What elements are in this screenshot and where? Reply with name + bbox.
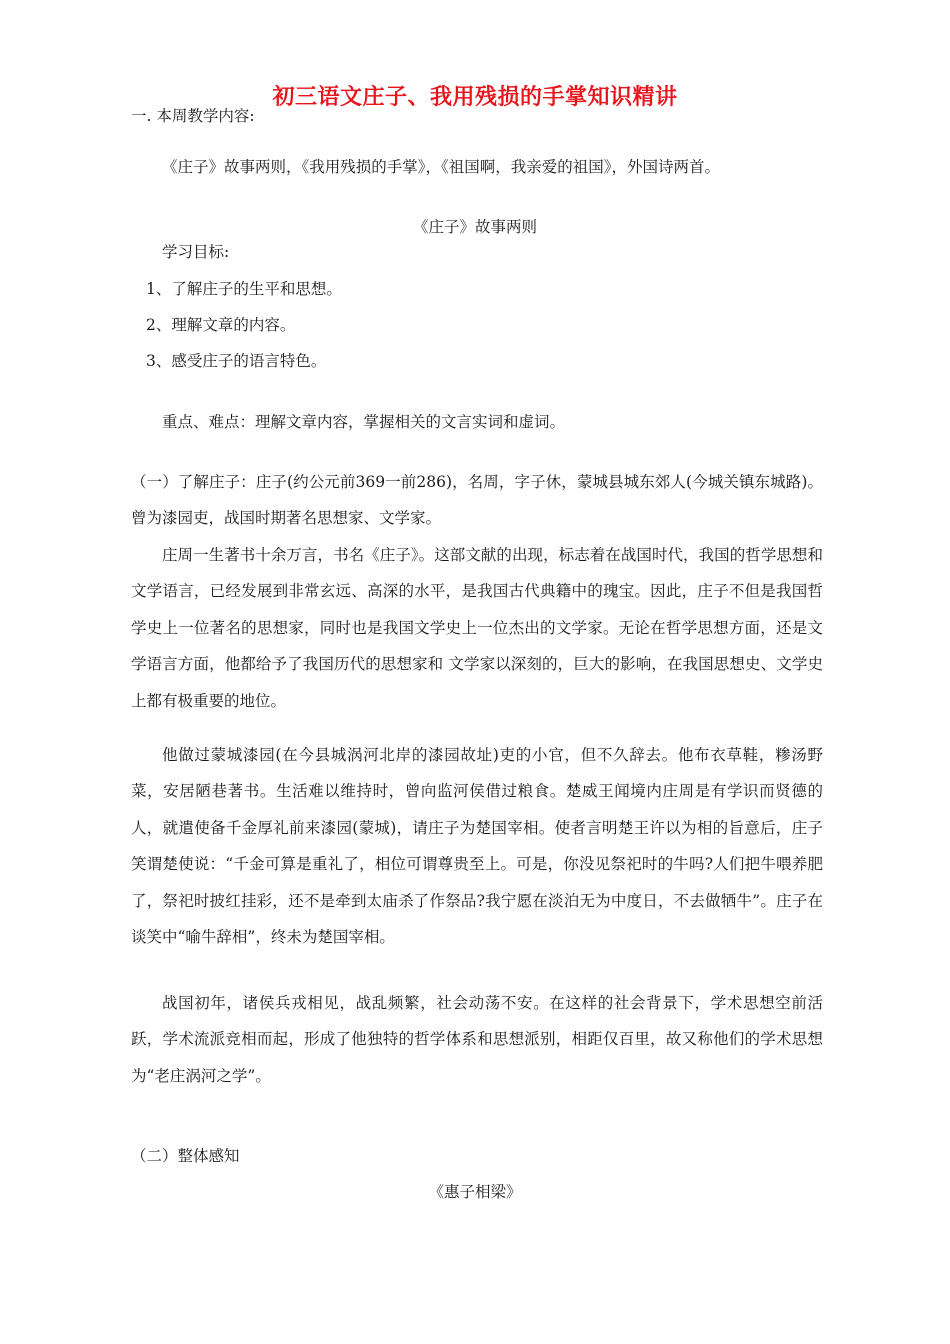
section-heading: 一. 本周教学内容:: [131, 107, 255, 125]
goal-item: 2、理解文章的内容。: [146, 316, 296, 334]
text-subtitle: 《惠子相梁》: [428, 1183, 522, 1201]
goal-item: 1、了解庄子的生平和思想。: [146, 280, 342, 298]
paragraph: 战国初年，诸侯兵戎相见，战乱频繁，社会动荡不安。在这样的社会背景下，学术思想空前活跃，学术流派竞相而起，形成了他独特的哲学体系和思想派别，相距仅百里，故又称他们的学术思想为“老庄涡河之学”。: [131, 994, 823, 1085]
document-title: 初三语文庄子、我用残损的手掌知识精讲: [272, 85, 678, 110]
goal-item: 3、感受庄子的语言特色。: [146, 352, 327, 370]
paragraph-intro: （一）了解庄子：庄子(约公元前369一前286)，名周，字子休，蒙城县城东郊人(今城关镇东城路)。曾为漆园吏，战国时期著名思想家、文学家。: [131, 473, 823, 528]
section-heading: （二）整体感知: [131, 1147, 240, 1165]
paragraph: 他做过蒙城漆园(在今县城涡河北岸的漆园故址)吏的小官，但不久辞去。他布衣草鞋，糁汤野菜，安居陋巷著书。生活难以维持时，曾向监河侯借过粮食。楚威王闻境内庄周是有学识而贤德的人，就遣使备千金厚礼前来漆园(蒙城)，请庄子为楚国宰相。使者言明楚王许以为相的旨意后，庄子笑谓楚使说：“千金可算是重礼了，相位可谓尊贵至上。可是，你没见祭祀时的牛吗?人们把牛喂养肥了，祭祀时披红挂彩，还不是牵到太庙杀了作祭品?我宁愿在淡泊无为中度日，不去做牺牛”。庄子在谈笑中“喻牛辞相”，终未为楚国宰相。: [131, 746, 823, 947]
contents-line: 《庄子》故事两则，《我用残损的手掌》，《祖国啊，我亲爱的祖国》，外国诗两首。: [162, 158, 721, 176]
goals-heading: 学习目标:: [162, 243, 230, 261]
key-points: 重点、难点：理解文章内容，掌握相关的文言实词和虚词。: [162, 413, 566, 431]
lesson-title: 《庄子》故事两则: [412, 218, 537, 236]
paragraph: 庄周一生著书十余万言，书名《庄子》。这部文献的出现，标志着在战国时代，我国的哲学思想和文学语言，已经发展到非常玄远、高深的水平，是我国古代典籍中的瑰宝。因此，庄子不但是我国哲学史上一位著名的思想家，同时也是我国文学史上一位杰出的文学家。无论在哲学思想方面，还是文学语言方面，他都给予了我国历代的思想家和 文学家以深刻的，巨大的影响，在我国思想史、文学史上都有极重要的地位。: [131, 546, 823, 710]
